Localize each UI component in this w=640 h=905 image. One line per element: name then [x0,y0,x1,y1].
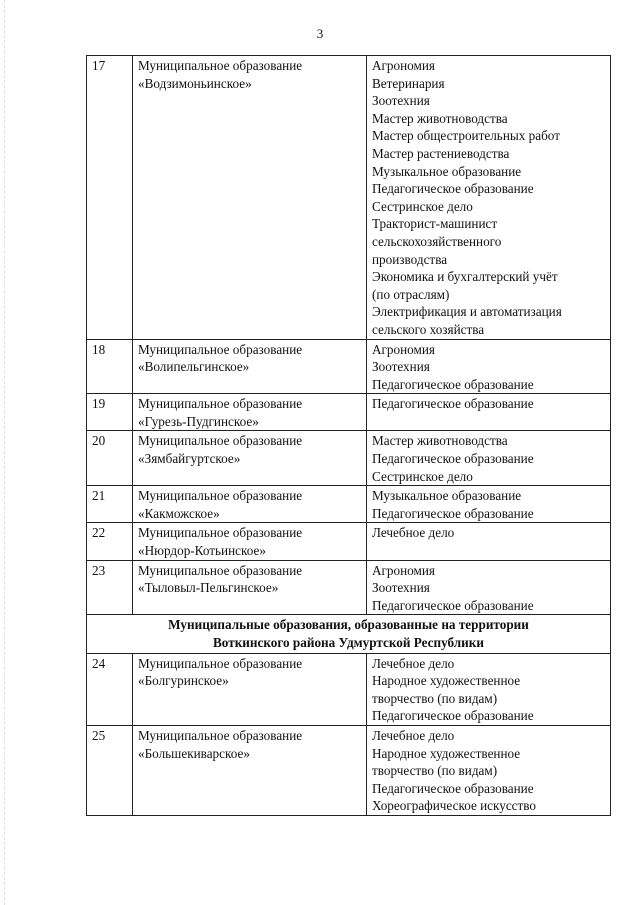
specialties-cell [367,653,611,725]
municipality-name-line: «Водзимоньинское» [138,75,252,91]
specialties-cell [367,431,611,486]
table-row [87,339,611,394]
specialty-line: сельскохозяйственного [372,233,502,249]
table-row [87,394,611,431]
specialty-line: Сестринское дело [372,198,473,214]
municipality-name-line: Муниципальное образование [138,341,303,357]
municipality-name-line: Муниципальное образование [138,58,303,73]
specialties-cell [367,339,611,394]
table-row [87,486,611,523]
row-number: 17 [87,56,133,340]
table-row [87,725,611,815]
municipality-name-line: «Какможское» [138,505,220,521]
municipality-name-cell [133,339,367,394]
municipality-name-cell [133,725,367,815]
municipality-name-line: «Волипельгинское» [138,359,250,375]
specialty-line: Зоотехния [372,93,430,109]
specialties-cell [367,486,611,523]
municipality-name-line: Муниципальное образование [138,396,303,412]
municipality-name-cell [133,486,367,523]
specialty-line: Экономика и бухгалтерский учёт [372,269,558,285]
specialty-line: Хореографическое искусство [372,798,537,814]
municipality-name-line: «Болгуринское» [138,673,229,689]
municipality-name-line: «Гурезь-Пудгинское» [138,413,259,429]
specialties-cell [367,56,611,340]
specialty-line: творчество (по видам) [372,763,498,779]
section-heading-row [87,615,611,653]
specialty-line: Мастер общестроительных работ [372,128,560,144]
section-heading [87,615,611,653]
municipality-name-line: Муниципальное образование [138,655,303,671]
municipality-name-cell [133,431,367,486]
table-row [87,560,611,615]
specialty-line: Зоотехния [372,359,430,375]
specialty-line: Педагогическое образование [372,597,534,613]
municipality-name-cell [133,523,367,560]
specialty-line: Сестринское дело [372,468,473,484]
specialty-line: Педагогическое образование [372,376,534,392]
row-number: 25 [87,725,133,815]
municipality-name-line: «Нюрдор-Котьинское» [138,543,266,559]
municipality-name-cell [133,560,367,615]
specialty-line: (по отраслям) [372,286,450,302]
specialty-line: Музыкальное образование [372,163,522,179]
municipal-specialties-table [86,55,611,816]
specialty-line: Агрономия [372,562,435,578]
specialty-line: производства [372,251,448,267]
specialty-line: Педагогическое образование [372,780,534,796]
table-row [87,653,611,725]
page-number: 3 [316,26,324,41]
municipality-name-cell [133,394,367,431]
table-row [87,56,611,340]
row-number: 18 [87,339,133,394]
municipality-name-line: «Тыловыл-Пельгинское» [138,580,279,596]
specialties-cell [367,523,611,560]
specialty-line: сельского хозяйства [372,321,485,337]
municipality-name-line: Муниципальное образование [138,433,303,449]
scan-edge [4,0,5,905]
specialty-line: Педагогическое образование [372,505,534,521]
specialty-line: Музыкальное образование [372,488,522,504]
specialty-line: Народное художественное [372,745,521,761]
section-heading-line: Муниципальные образования, образованные на территории [168,617,529,633]
municipality-name-line: Муниципальное образование [138,727,303,743]
specialty-line: Мастер животноводства [372,433,508,449]
specialty-line: творчество (по видам) [372,690,498,706]
specialty-line: Агрономия [372,341,435,357]
municipality-name-line: Муниципальное образование [138,488,303,504]
specialty-line: Тракторист-машинист [372,216,498,232]
specialty-line: Педагогическое образование [372,708,534,724]
municipality-name-cell [133,56,367,340]
specialty-line: Педагогическое образование [372,396,534,412]
municipality-name-line: «Большекиварское» [138,745,250,761]
row-number: 24 [87,653,133,725]
row-number: 22 [87,523,133,560]
row-number: 23 [87,560,133,615]
municipality-name-cell [133,653,367,725]
specialty-line: Педагогическое образование [372,181,534,197]
specialty-line: Зоотехния [372,580,430,596]
specialties-cell [367,394,611,431]
row-number: 19 [87,394,133,431]
specialty-line: Народное художественное [372,673,521,689]
specialty-line: Педагогическое образование [372,451,534,467]
specialty-line: Мастер растениеводства [372,145,510,161]
row-number: 21 [87,486,133,523]
specialties-cell [367,560,611,615]
row-number: 20 [87,431,133,486]
specialty-line: Лечебное дело [372,525,455,541]
table-row [87,431,611,486]
specialty-line: Мастер животноводства [372,110,508,126]
specialty-line: Агрономия [372,58,435,73]
section-heading-line: Воткинского района Удмуртской Республики [213,635,484,650]
municipality-name-line: Муниципальное образование [138,562,303,578]
municipality-name-line: «Зямбайгуртское» [138,451,241,467]
table-body [87,56,611,816]
specialty-line: Лечебное дело [372,727,455,743]
table-row [87,523,611,560]
specialties-cell [367,725,611,815]
specialty-line: Ветеринария [372,75,445,91]
municipality-name-line: Муниципальное образование [138,525,303,541]
specialty-line: Лечебное дело [372,655,455,671]
specialty-line: Электрификация и автоматизация [372,304,562,320]
